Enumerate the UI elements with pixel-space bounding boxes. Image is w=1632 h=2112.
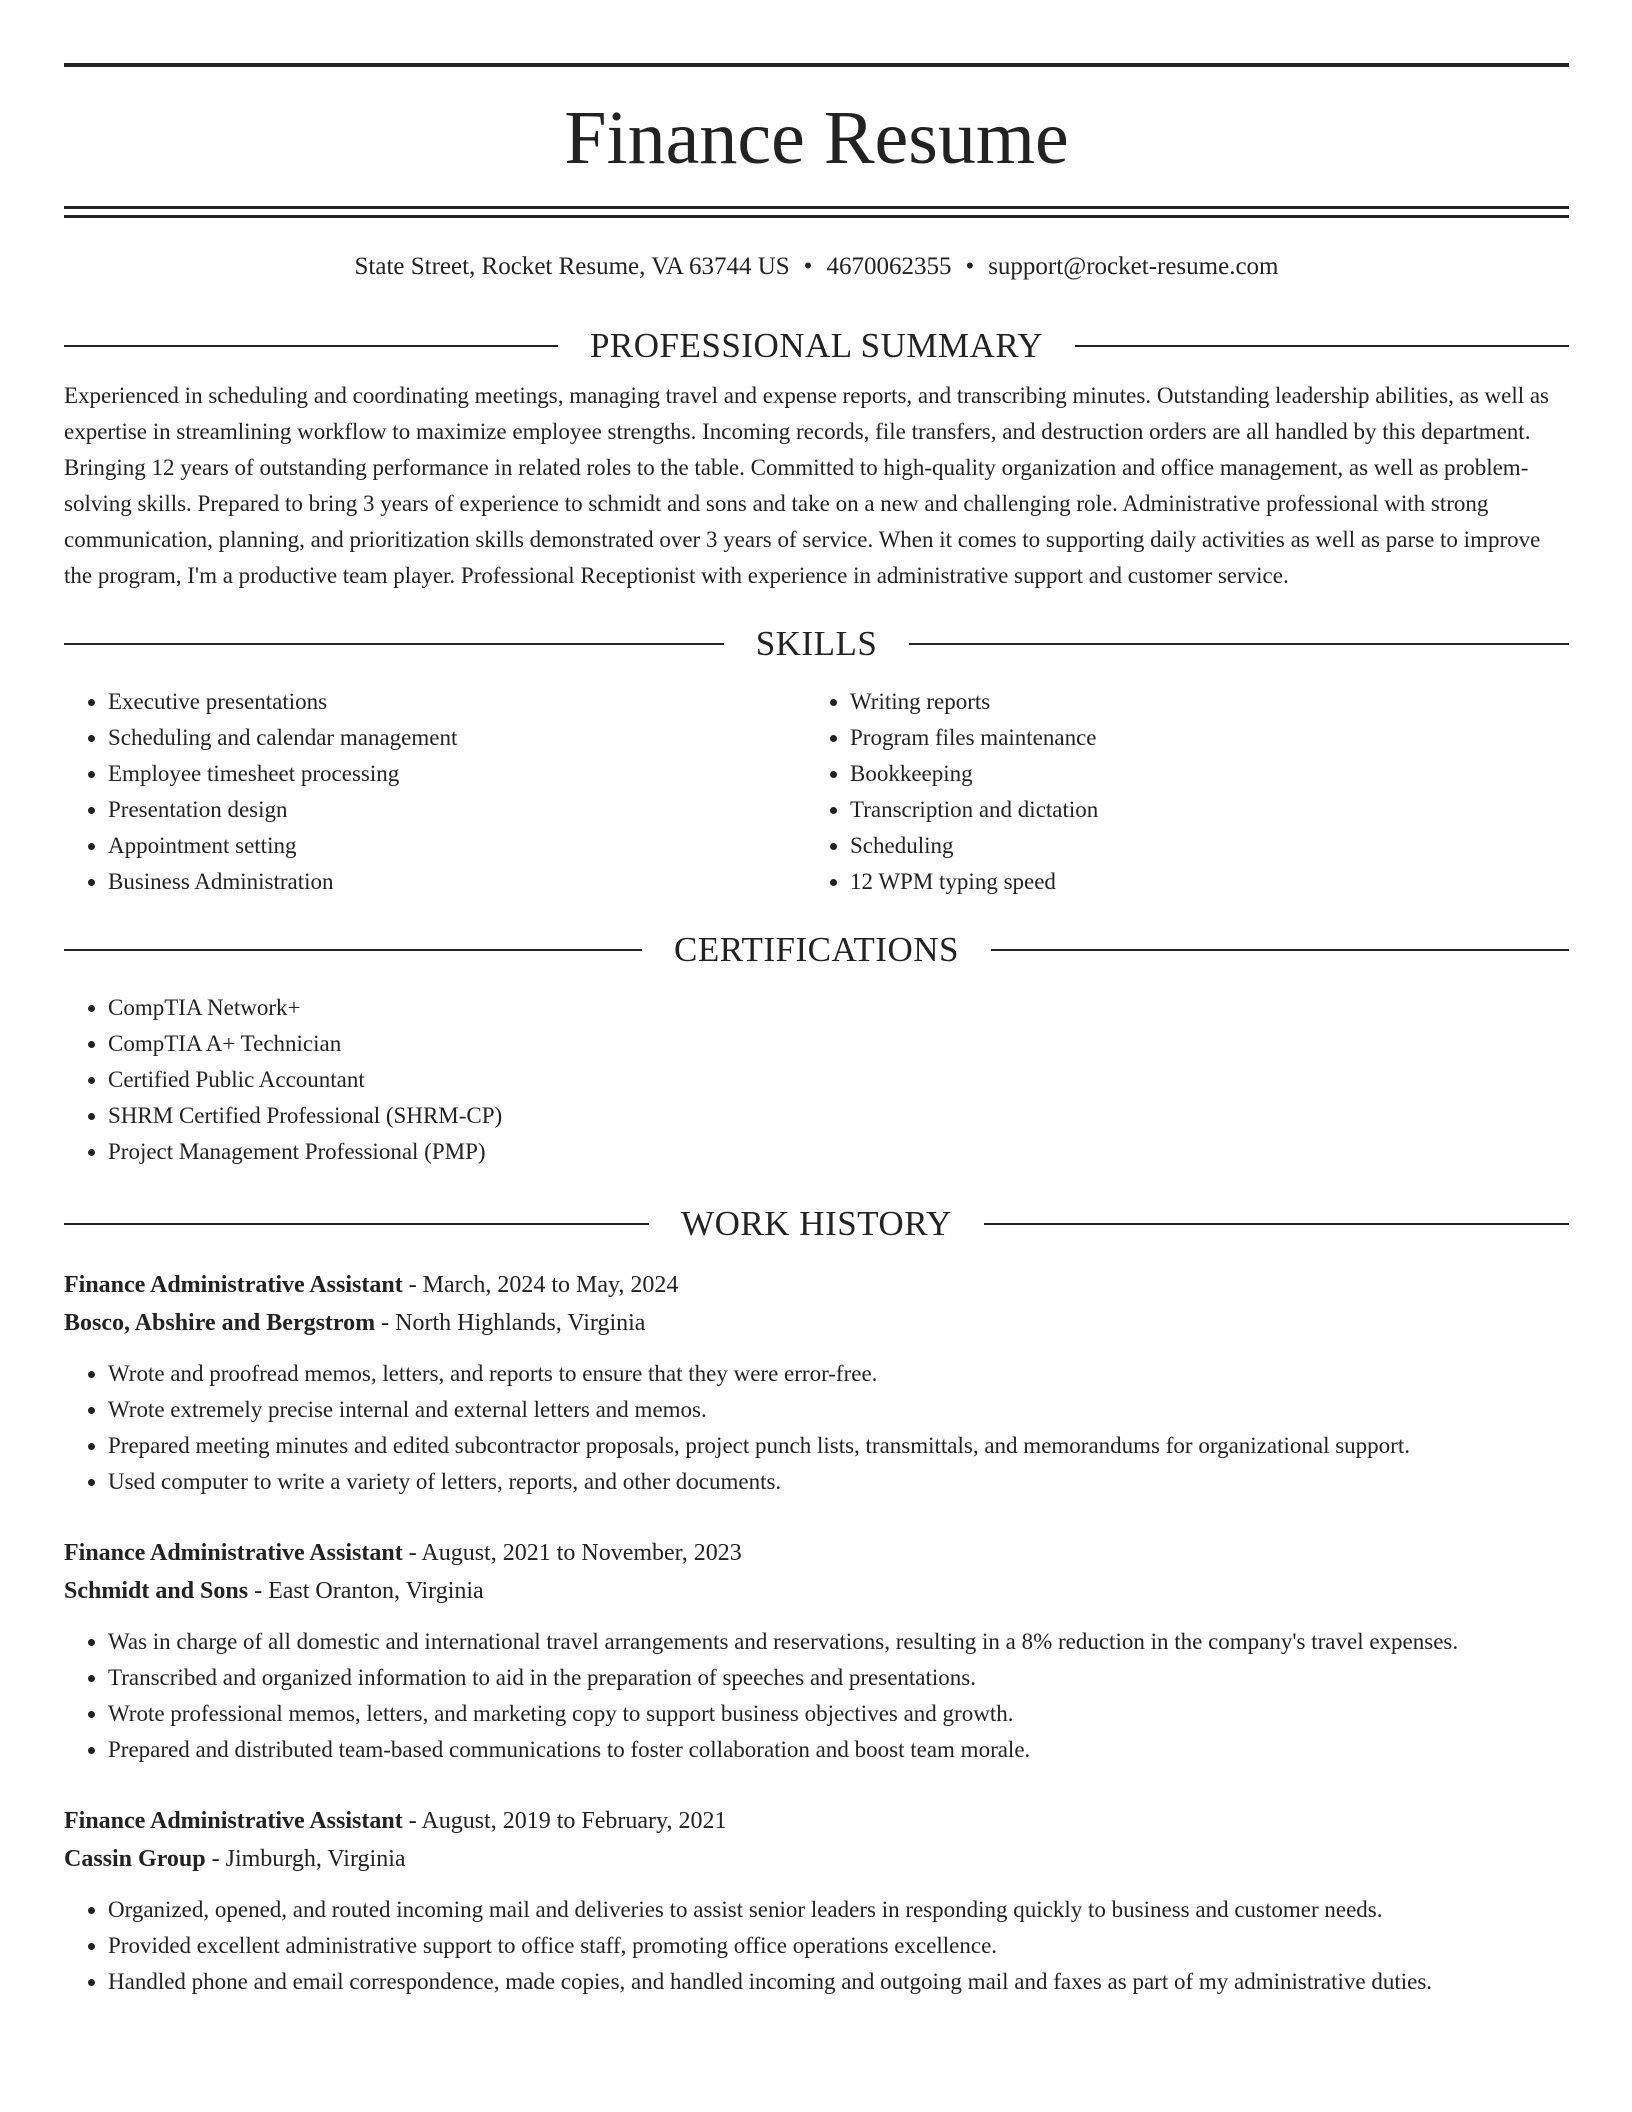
job-company: Cassin Group bbox=[64, 1846, 206, 1872]
top-rule bbox=[64, 63, 1569, 67]
certifications-heading-label: CERTIFICATIONS bbox=[674, 930, 959, 969]
job-dates: - March, 2024 to May, 2024 bbox=[402, 1272, 679, 1298]
certification-item: • SHRM Certified Professional (SHRM-CP) bbox=[108, 1098, 1569, 1134]
certifications-heading bbox=[64, 930, 1569, 970]
contact-separator: • bbox=[965, 253, 975, 280]
title-rule-upper bbox=[64, 206, 1569, 209]
work-history-heading-label: WORK HISTORY bbox=[681, 1204, 952, 1243]
contact-address: State Street, Rocket Resume, VA 63744 US bbox=[354, 253, 790, 280]
certification-item: • CompTIA A+ Technician bbox=[108, 1026, 1569, 1062]
skill-item: • Scheduling bbox=[850, 828, 1548, 864]
job-title-line bbox=[64, 1266, 1569, 1304]
job-company: Bosco, Abshire and Bergstrom bbox=[64, 1310, 376, 1336]
certification-item: • Certified Public Accountant bbox=[108, 1062, 1569, 1098]
heading-rule-left bbox=[64, 643, 724, 645]
job-entry bbox=[64, 1802, 1569, 2000]
skills-heading bbox=[64, 624, 1569, 664]
summary-text: Experienced in scheduling and coordinating meetings, managing travel and expense reports, and transcribing minutes. Outstanding leadership abilities, as well as expertise in streamlining workflow to maximize employee strengths. Incoming records, file transfers, and destruction orders are all handled by this department. Bringing 12 years of outstanding performance in related roles to the table. Committed to high-quality organization and office management, as well as problem-solving skills. Prepared to bring 3 years of experience to schmidt and sons and take on a new and challenging role. Administrative professional with strong communication, planning, and prioritization skills demonstrated over 3 years of service. When it comes to supporting daily activities as well as parse to improve the program, I'm a productive team player. Professional Receptionist with experience in administrative support and customer service. bbox=[64, 383, 1550, 588]
certification-item: • Project Management Professional (PMP) bbox=[108, 1134, 1569, 1170]
job-dates: - August, 2019 to February, 2021 bbox=[402, 1808, 727, 1834]
skill-item: • Presentation design bbox=[108, 792, 806, 828]
skills-list-right bbox=[806, 684, 1548, 900]
job-title: Finance Administrative Assistant bbox=[64, 1272, 403, 1298]
skill-item: • Scheduling and calendar management bbox=[108, 720, 806, 756]
skill-item: • Bookkeeping bbox=[850, 756, 1548, 792]
job-bullet: • Provided excellent administrative support to office staff, promoting office operations excellence. bbox=[108, 1928, 1569, 1964]
work-history-heading bbox=[64, 1204, 1569, 1244]
contact-line bbox=[64, 252, 1569, 282]
resume-page bbox=[64, 0, 1569, 2000]
skill-item: • Executive presentations bbox=[108, 684, 806, 720]
job-company: Schmidt and Sons bbox=[64, 1578, 249, 1604]
job-company-line bbox=[64, 1840, 1569, 1878]
job-bullet: • Transcribed and organized information to aid in the preparation of speeches and presentations. bbox=[108, 1660, 1569, 1696]
certification-item: • CompTIA Network+ bbox=[108, 990, 1569, 1026]
job-bullets bbox=[64, 1356, 1569, 1500]
skill-item: • Transcription and dictation bbox=[850, 792, 1548, 828]
heading-rule-left bbox=[64, 1223, 649, 1225]
job-title-line bbox=[64, 1802, 1569, 1840]
summary-heading bbox=[64, 326, 1569, 366]
job-bullet: • Organized, opened, and routed incoming mail and deliveries to assist senior leaders in responding quickly to business and customer needs. bbox=[108, 1892, 1569, 1928]
resume-title: Finance Resume bbox=[564, 96, 1069, 180]
job-bullet: • Prepared meeting minutes and edited subcontractor proposals, project punch lists, transmittals, and memorandums for organizational support. bbox=[108, 1428, 1569, 1464]
job-company-line bbox=[64, 1572, 1569, 1610]
job-bullet: • Used computer to write a variety of letters, reports, and other documents. bbox=[108, 1464, 1569, 1500]
skill-item: • Appointment setting bbox=[108, 828, 806, 864]
heading-rule-right bbox=[991, 949, 1569, 951]
job-title-line bbox=[64, 1534, 1569, 1572]
job-location: - Jimburgh, Virginia bbox=[205, 1846, 406, 1872]
job-entry bbox=[64, 1534, 1569, 1768]
skill-item: • Program files maintenance bbox=[850, 720, 1548, 756]
job-dates: - August, 2021 to November, 2023 bbox=[402, 1540, 742, 1566]
skills-columns bbox=[64, 684, 1569, 900]
job-bullet: • Wrote and proofread memos, letters, and reports to ensure that they were error-free. bbox=[108, 1356, 1569, 1392]
job-bullet: • Prepared and distributed team-based communications to foster collaboration and boost team morale. bbox=[108, 1732, 1569, 1768]
skills-list-left bbox=[64, 684, 806, 900]
job-title: Finance Administrative Assistant bbox=[64, 1540, 403, 1566]
skills-column-right bbox=[806, 684, 1548, 900]
skills-heading-label: SKILLS bbox=[755, 624, 878, 663]
contact-phone: 4670062355 bbox=[826, 253, 952, 280]
job-location: - East Oranton, Virginia bbox=[248, 1578, 484, 1604]
job-bullet: • Wrote professional memos, letters, and marketing copy to support business objectives and growth. bbox=[108, 1696, 1569, 1732]
skills-column-left bbox=[64, 684, 806, 900]
title-rule-lower bbox=[64, 215, 1569, 218]
job-location: - North Highlands, Virginia bbox=[375, 1310, 646, 1336]
skill-item: • Business Administration bbox=[108, 864, 806, 900]
job-bullet: • Was in charge of all domestic and international travel arrangements and reservations, resulting in a 8% reduction in the company's travel expenses. bbox=[108, 1624, 1569, 1660]
contact-email: support@rocket-resume.com bbox=[988, 253, 1279, 280]
job-entry bbox=[64, 1266, 1569, 1500]
heading-rule-left bbox=[64, 949, 642, 951]
job-title: Finance Administrative Assistant bbox=[64, 1808, 403, 1834]
summary-heading-label: PROFESSIONAL SUMMARY bbox=[589, 326, 1044, 365]
heading-rule-right bbox=[1075, 345, 1569, 347]
skill-item: • Writing reports bbox=[850, 684, 1548, 720]
skill-item: • 12 WPM typing speed bbox=[850, 864, 1548, 900]
job-company-line bbox=[64, 1304, 1569, 1342]
contact-separator: • bbox=[803, 253, 813, 280]
job-bullets bbox=[64, 1892, 1569, 2000]
job-bullet: • Handled phone and email correspondence, made copies, and handled incoming and outgoing mail and faxes as part of my administrative duties. bbox=[108, 1964, 1569, 2000]
certifications-list bbox=[64, 990, 1569, 1170]
heading-rule-left bbox=[64, 345, 558, 347]
skill-item: • Employee timesheet processing bbox=[108, 756, 806, 792]
heading-rule-right bbox=[909, 643, 1569, 645]
job-bullet: • Wrote extremely precise internal and external letters and memos. bbox=[108, 1392, 1569, 1428]
job-bullets bbox=[64, 1624, 1569, 1768]
heading-rule-right bbox=[984, 1223, 1569, 1225]
